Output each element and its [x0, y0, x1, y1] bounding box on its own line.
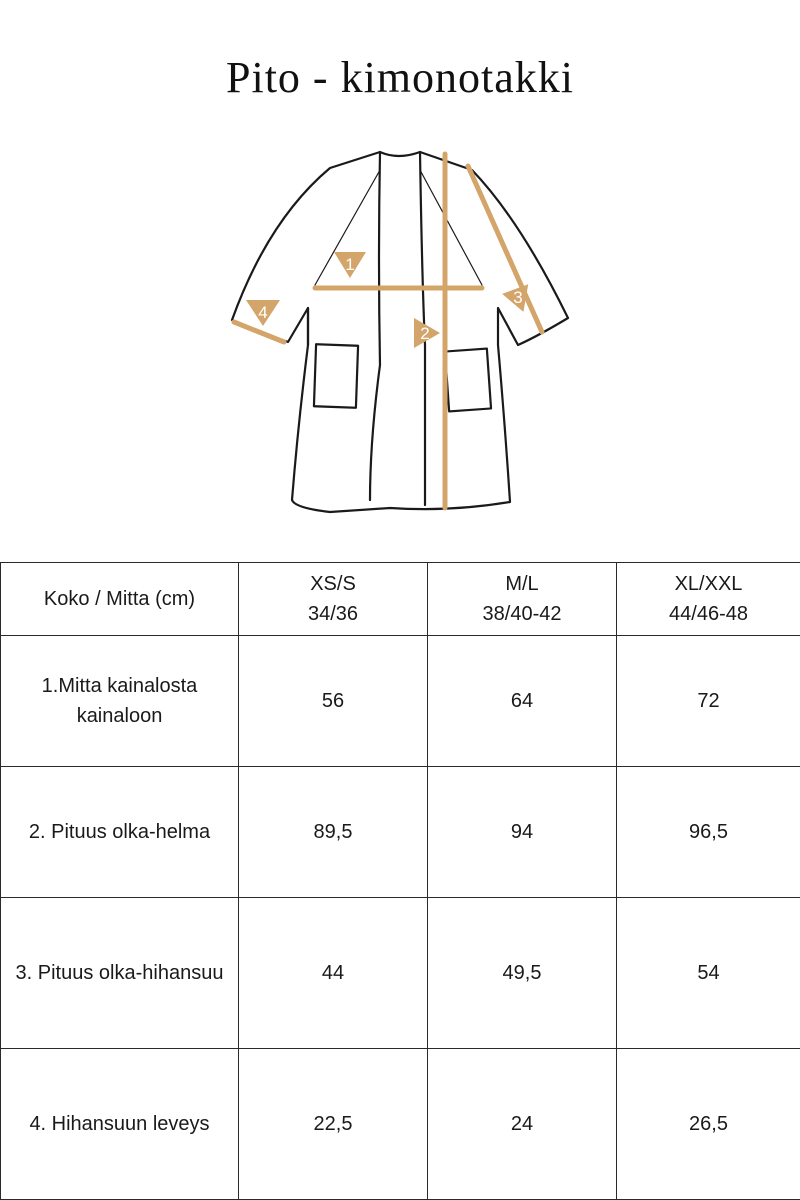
table-row [1, 636, 800, 767]
row-label-cell: 3. Pituus olka-hihansuu [1, 898, 239, 1049]
size-numbers: 34/36 [307, 603, 359, 625]
size-numbers: 44/46-48 [669, 603, 748, 625]
value-cell: 64 [428, 636, 617, 767]
table-row [1, 898, 800, 1049]
header-label-cell [1, 563, 239, 636]
value-cell: 96,5 [617, 767, 800, 898]
size-numbers: 38/40-42 [482, 603, 562, 625]
right-pocket [445, 349, 491, 412]
kimono-jacket-diagram [220, 140, 590, 520]
size-name: XS/S [310, 573, 356, 595]
table-row [1, 767, 800, 898]
row-label-continued: kainaloon [76, 705, 163, 727]
table-row [1, 1049, 800, 1200]
header-size-cell [428, 563, 617, 636]
value-cell: 72 [617, 636, 800, 767]
value-cell: 22,5 [239, 1049, 428, 1200]
size-name: XL/XXL [674, 573, 743, 595]
left-pocket [314, 344, 358, 407]
marker-2-label: 2 [420, 324, 430, 343]
value-cell: 49,5 [428, 898, 617, 1049]
marker-3-label: 3 [513, 288, 523, 307]
row-label: 1.Mitta kainalosta [41, 675, 198, 697]
header-size-cell [617, 563, 800, 636]
left-front-edge [370, 152, 380, 500]
marker-1-label: 1 [345, 255, 355, 274]
value-cell: 26,5 [617, 1049, 800, 1200]
size-table [0, 562, 800, 1200]
measure-line-4 [234, 322, 284, 342]
row-label-cell: 4. Hihansuun leveys [1, 1049, 239, 1200]
size-name: M/L [505, 573, 539, 595]
value-cell: 89,5 [239, 767, 428, 898]
table-header-row [1, 563, 800, 636]
value-cell: 56 [239, 636, 428, 767]
value-cell: 24 [428, 1049, 617, 1200]
row-label-cell [1, 636, 239, 767]
value-cell: 54 [617, 898, 800, 1049]
value-cell: 94 [428, 767, 617, 898]
row-label-cell: 2. Pituus olka-helma [1, 767, 239, 898]
value-cell: 44 [239, 898, 428, 1049]
header-label: Koko / Mitta (cm) [43, 588, 196, 610]
header-size-cell [239, 563, 428, 636]
jacket-outline [232, 152, 568, 512]
right-raglan-seam [420, 170, 482, 285]
marker-4-label: 4 [258, 303, 268, 322]
page-title: Pito - kimonotakki [226, 53, 574, 102]
